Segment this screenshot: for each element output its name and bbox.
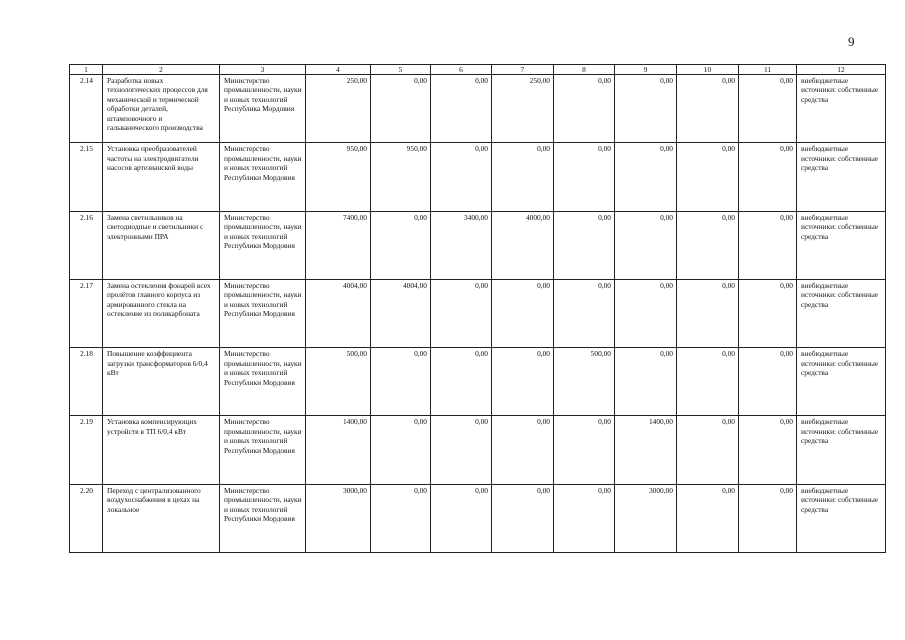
- value-cell: 0,00: [431, 484, 492, 552]
- value-cell: 0,00: [554, 484, 615, 552]
- value-cell: 0,00: [739, 348, 797, 416]
- row-number: 2.17: [70, 279, 103, 347]
- column-header: 7: [492, 65, 554, 75]
- row-number: 2.15: [70, 143, 103, 211]
- measure-name: Переход с централизованного воздухоснабжения в цехах на локальное: [103, 484, 220, 552]
- executor: Министерство промышленности, науки и новых технологий Республики Мордовия: [220, 416, 306, 484]
- value-cell: 0,00: [492, 348, 554, 416]
- measures-table: [69, 64, 886, 553]
- value-cell: 0,00: [615, 75, 677, 143]
- measure-name: Повышение коэффициента загрузки трансформаторов 6/0,4 кВт: [103, 348, 220, 416]
- value-cell: 250,00: [492, 75, 554, 143]
- value-cell: 950,00: [371, 143, 431, 211]
- value-cell: 1400,00: [306, 416, 371, 484]
- column-header: 11: [739, 65, 797, 75]
- column-header: 9: [615, 65, 677, 75]
- value-cell: 0,00: [371, 211, 431, 279]
- value-cell: 0,00: [677, 348, 739, 416]
- table-row: [70, 211, 886, 279]
- column-header: 4: [306, 65, 371, 75]
- executor: Министерство промышленности, науки и новых технологий Республика Мордовия: [220, 75, 306, 143]
- value-cell: 0,00: [371, 416, 431, 484]
- value-cell: 0,00: [615, 348, 677, 416]
- value-cell: 0,00: [677, 279, 739, 347]
- value-cell: 0,00: [492, 279, 554, 347]
- table-row: [70, 348, 886, 416]
- value-cell: 0,00: [371, 75, 431, 143]
- value-cell: 0,00: [554, 279, 615, 347]
- measure-name: Установка преобразователей частоты на электродвигатели насосов артезианской воды: [103, 143, 220, 211]
- value-cell: 500,00: [306, 348, 371, 416]
- funding-source: внебюджетные источники: собственные средства: [797, 416, 886, 484]
- value-cell: 0,00: [371, 348, 431, 416]
- funding-source: внебюджетные источники: собственные средства: [797, 279, 886, 347]
- measure-name: Замена светильников на светодиодные и светильники с электронными ПРА: [103, 211, 220, 279]
- value-cell: 0,00: [739, 416, 797, 484]
- table-row: [70, 416, 886, 484]
- row-number: 2.18: [70, 348, 103, 416]
- funding-source: внебюджетные источники: собственные средства: [797, 75, 886, 143]
- value-cell: 0,00: [431, 416, 492, 484]
- value-cell: 3000,00: [306, 484, 371, 552]
- value-cell: 3400,00: [431, 211, 492, 279]
- funding-source: внебюджетные источники: собственные средства: [797, 348, 886, 416]
- measure-name: Установка компенсирующих устройств в ТП 6/0,4 кВт: [103, 416, 220, 484]
- page-number: 9: [848, 34, 855, 49]
- value-cell: 0,00: [677, 416, 739, 484]
- value-cell: 0,00: [677, 75, 739, 143]
- value-cell: 3000,00: [615, 484, 677, 552]
- header-row: [70, 65, 886, 75]
- funding-source: внебюджетные источники: собственные средства: [797, 211, 886, 279]
- value-cell: 0,00: [431, 279, 492, 347]
- value-cell: 0,00: [371, 484, 431, 552]
- executor: Министерство промышленности, науки и новых технологий Республики Мордовия: [220, 279, 306, 347]
- column-header: 1: [70, 65, 103, 75]
- column-header: 5: [371, 65, 431, 75]
- value-cell: 500,00: [554, 348, 615, 416]
- funding-source: внебюджетные источники: собственные средства: [797, 484, 886, 552]
- executor: Министерство промышленности, науки и новых технологий Республики Мордовия: [220, 211, 306, 279]
- value-cell: 4004,00: [371, 279, 431, 347]
- executor: Министерство промышленности, науки и новых технологий Республики Мордовия: [220, 484, 306, 552]
- value-cell: 0,00: [492, 416, 554, 484]
- value-cell: 0,00: [554, 143, 615, 211]
- value-cell: 0,00: [615, 279, 677, 347]
- value-cell: 1400,00: [615, 416, 677, 484]
- value-cell: 0,00: [554, 416, 615, 484]
- value-cell: 250,00: [306, 75, 371, 143]
- value-cell: 4000,00: [492, 211, 554, 279]
- row-number: 2.14: [70, 75, 103, 143]
- value-cell: 950,00: [306, 143, 371, 211]
- table-row: [70, 279, 886, 347]
- value-cell: 0,00: [739, 279, 797, 347]
- row-number: 2.16: [70, 211, 103, 279]
- value-cell: 0,00: [431, 348, 492, 416]
- measure-name: Разработка новых технологических процессов для механической и термической обработки деталей, штамповочного и гальванического производства: [103, 75, 220, 143]
- column-header: 12: [797, 65, 886, 75]
- value-cell: 0,00: [739, 211, 797, 279]
- value-cell: 0,00: [739, 484, 797, 552]
- column-header: 10: [677, 65, 739, 75]
- row-number: 2.19: [70, 416, 103, 484]
- column-header: 8: [554, 65, 615, 75]
- value-cell: 0,00: [554, 211, 615, 279]
- value-cell: 7400,00: [306, 211, 371, 279]
- value-cell: 0,00: [615, 211, 677, 279]
- value-cell: 0,00: [739, 75, 797, 143]
- measure-name: Замена остекления фонарей всех пролётов главного корпуса из армированного стекла на остекление из поликарбоната: [103, 279, 220, 347]
- funding-source: внебюджетные источники: собственные средства: [797, 143, 886, 211]
- value-cell: 0,00: [739, 143, 797, 211]
- executor: Министерство промышленности, науки и новых технологий Республики Мордовия: [220, 143, 306, 211]
- value-cell: 0,00: [554, 75, 615, 143]
- value-cell: 4004,00: [306, 279, 371, 347]
- table-row: [70, 75, 886, 143]
- value-cell: 0,00: [431, 75, 492, 143]
- row-number: 2.20: [70, 484, 103, 552]
- column-header: 3: [220, 65, 306, 75]
- value-cell: 0,00: [431, 143, 492, 211]
- value-cell: 0,00: [677, 143, 739, 211]
- value-cell: 0,00: [677, 484, 739, 552]
- column-header: 6: [431, 65, 492, 75]
- value-cell: 0,00: [615, 143, 677, 211]
- executor: Министерство промышленности, науки и новых технологий Республики Мордовия: [220, 348, 306, 416]
- table-row: [70, 143, 886, 211]
- column-header: 2: [103, 65, 220, 75]
- value-cell: 0,00: [677, 211, 739, 279]
- value-cell: 0,00: [492, 143, 554, 211]
- value-cell: 0,00: [492, 484, 554, 552]
- table-row: [70, 484, 886, 552]
